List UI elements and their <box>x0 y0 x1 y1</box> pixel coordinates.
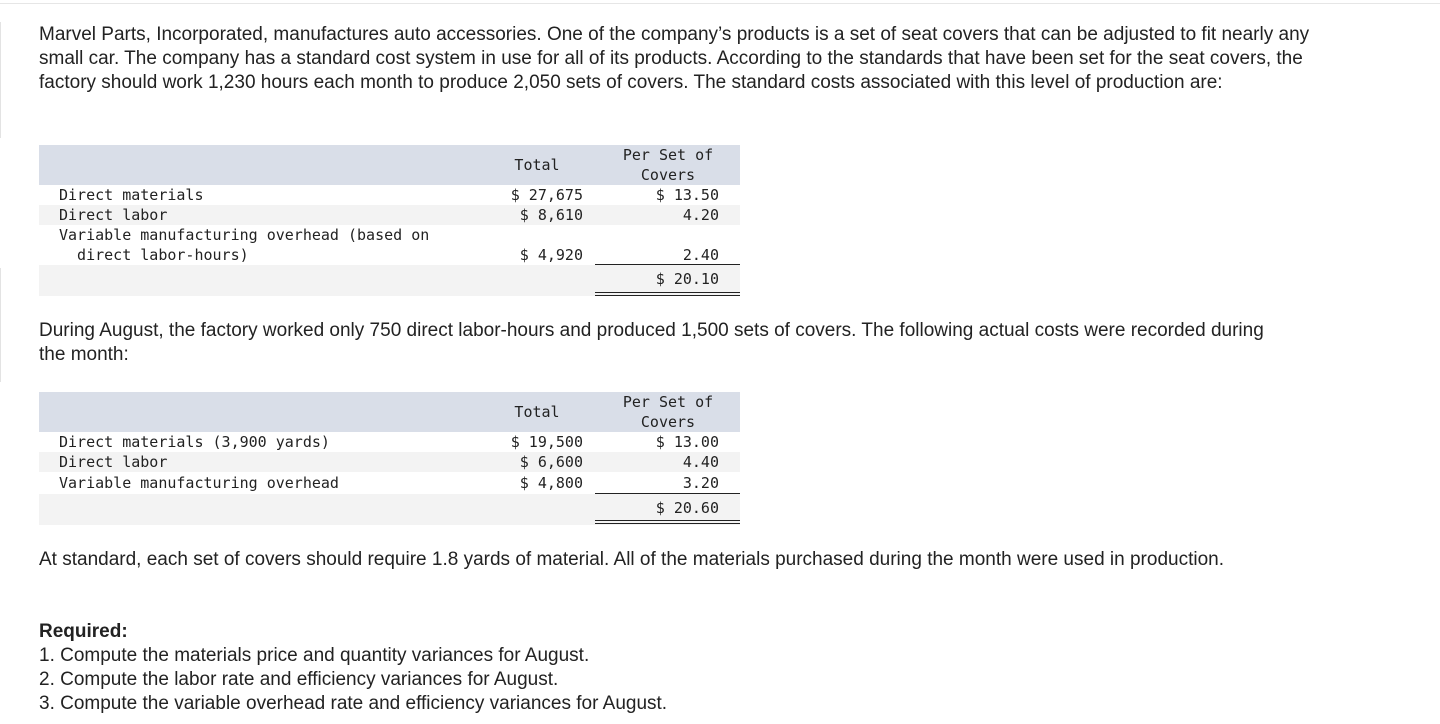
intro-paragraph: Marvel Parts, Incorporated, manufactures auto accessories. One of the company’s products is a set of seat covers that can be adjusted to fit nearly any small car. The company has a standard cost system in use for all of its products. According to the standards that have been set for the seat covers, the factory should work 1,230 hours each month to produce 2,050 sets of covers. The standard costs associated with this level of production are: <box>39 24 1310 93</box>
standard-note-paragraph: At standard, each set of covers should require 1.8 yards of material. All of the materials purchased during the month were used in production. <box>39 549 1224 570</box>
table-row <box>39 225 740 265</box>
row-label: Variable manufacturing overhead <box>59 474 339 492</box>
header-per-set-line1: Per Set of <box>622 146 714 164</box>
table-row <box>39 452 740 472</box>
table-row <box>39 185 740 205</box>
row-total: $ 6,600 <box>519 453 583 471</box>
top-divider <box>0 3 1440 4</box>
row-total: $ 4,800 <box>519 474 583 492</box>
row-per-set: 2.40 <box>682 246 719 264</box>
double-rule-bottom <box>595 523 740 524</box>
table-row <box>39 432 740 452</box>
double-rule-bottom <box>595 295 740 296</box>
row-total: $ 27,675 <box>510 186 583 204</box>
total-per-set: $ 20.10 <box>655 270 719 288</box>
required-heading: Required: <box>39 621 128 642</box>
actual-costs-table <box>39 392 740 526</box>
required-item: 2. Compute the labor rate and efficiency variances for August. <box>39 669 559 690</box>
total-per-set: $ 20.60 <box>655 499 719 517</box>
header-per-set-line2: Covers <box>640 166 696 184</box>
header-total: Total <box>514 403 560 421</box>
row-total: $ 19,500 <box>510 433 583 451</box>
double-rule-top <box>595 292 740 293</box>
left-edge-marker <box>0 268 1 382</box>
header-per-set-line1: Per Set of <box>622 393 714 411</box>
actual-intro-paragraph: During August, the factory worked only 750 direct labor-hours and produced 1,500 sets of covers. The following actual costs were recorded during the month: <box>39 320 1264 365</box>
row-label-line1: Variable manufacturing overhead (based on <box>59 226 430 244</box>
row-per-set: $ 13.50 <box>655 186 719 204</box>
table-header <box>39 392 740 432</box>
double-rule-top <box>595 520 740 521</box>
required-item: 1. Compute the materials price and quantity variances for August. <box>39 645 590 666</box>
table-header <box>39 145 740 185</box>
header-total: Total <box>514 156 560 174</box>
table-row <box>39 205 740 225</box>
row-per-set: 4.20 <box>682 206 719 224</box>
row-label: Direct labor <box>59 453 168 471</box>
table-row <box>39 473 740 493</box>
row-label-line2: direct labor-hours) <box>59 246 249 264</box>
row-total: $ 4,920 <box>519 246 583 264</box>
required-item: 3. Compute the variable overhead rate and efficiency variances for August. <box>39 693 668 714</box>
row-per-set: 4.40 <box>682 453 719 471</box>
left-edge-marker <box>0 22 1 138</box>
row-label: Direct labor <box>59 206 168 224</box>
required-section <box>39 620 939 716</box>
row-label: Direct materials (3,900 yards) <box>59 433 330 451</box>
row-total: $ 8,610 <box>519 206 583 224</box>
row-per-set: 3.20 <box>682 474 719 492</box>
row-per-set: $ 13.00 <box>655 433 719 451</box>
row-label: Direct materials <box>59 186 204 204</box>
header-per-set-line2: Covers <box>640 413 696 431</box>
standard-costs-table <box>39 145 740 297</box>
